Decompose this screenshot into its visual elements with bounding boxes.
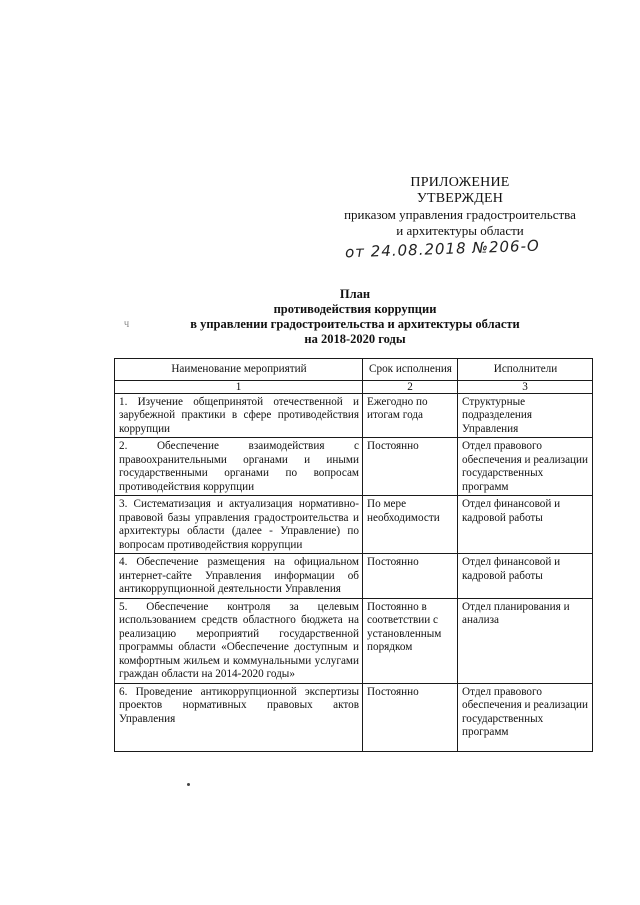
plan-subtitle-2: в управлении градостроительства и архитектуры области (190, 317, 520, 331)
activity-cell: 1. Изучение общепринятой отечественной и зарубежной практики в сфере противодействия коррупции (115, 393, 363, 438)
executor-cell: Отдел правового обеспечения и реализации государственных программ (458, 683, 593, 751)
header-executor: Исполнители (458, 359, 593, 381)
term-cell: Постоянно (363, 683, 458, 751)
activity-cell: 5. Обеспечение контроля за целевым использованием средств областного бюджета на реализацию мероприятий государственной программы области «Обеспечение доступным и комфортным жильем и коммунальными услугами граждан области на 2014-2020 годы» (115, 598, 363, 683)
approved-label: УТВЕРЖДЕН (416, 191, 504, 206)
column-number-row (115, 380, 593, 393)
order-line-1: приказом управления градостроительства (344, 207, 576, 222)
header-term: Срок исполнения (363, 359, 458, 381)
appendix-label: ПРИЛОЖЕНИЕ (410, 175, 510, 190)
table-header-row (115, 359, 593, 381)
term-cell: По мере необходимости (363, 496, 458, 554)
term-cell: Постоянно (363, 554, 458, 599)
executor-cell: Отдел финансовой и кадровой работы (458, 554, 593, 599)
header-activity: Наименование мероприятий (115, 359, 363, 381)
plan-subtitle-1: противодействия коррупции (273, 302, 437, 316)
executor-cell: Отдел правового обеспечения и реализации государственных программ (458, 438, 593, 496)
plan-table (114, 358, 593, 752)
plan-subtitle-3: на 2018-2020 годы (304, 332, 406, 346)
table-row (115, 393, 593, 438)
activity-cell: 2. Обеспечение взаимодействия с правоохранительными органами и иными государственными органами по вопросам противодействия коррупции (115, 438, 363, 496)
order-line-2: и архитектуры области (396, 223, 524, 238)
activity-cell: 4. Обеспечение размещения на официальном интернет-сайте Управления информации об антикоррупционной деятельности Управления (115, 554, 363, 599)
plan-title: План (339, 287, 371, 301)
table-row (115, 598, 593, 683)
table-row (115, 496, 593, 554)
executor-cell: Отдел финансовой и кадровой работы (458, 496, 593, 554)
scan-speck (187, 783, 190, 786)
table-row (115, 554, 593, 599)
executor-cell: Отдел планирования и анализа (458, 598, 593, 683)
table-row (115, 438, 593, 496)
plan-title-block (120, 287, 590, 347)
approval-block (330, 175, 590, 239)
term-cell: Постоянно (363, 438, 458, 496)
activity-cell: 6. Проведение антикоррупционной экспертизы проектов нормативных правовых актов Управления (115, 683, 363, 751)
table-row (115, 683, 593, 751)
handwritten-date-number: от 24.08.2018 №206-О (344, 236, 541, 262)
column-number: 1 (115, 380, 363, 393)
term-cell: Ежегодно по итогам года (363, 393, 458, 438)
column-number: 3 (458, 380, 593, 393)
column-number: 2 (363, 380, 458, 393)
activity-cell: 3. Систематизация и актуализация нормативно-правовой базы управления градостроительства и архитектуры области (далее - Управление) по вопросам противодействия коррупции (115, 496, 363, 554)
term-cell: Постоянно в соответствии с установленным порядком (363, 598, 458, 683)
margin-mark: Ч (124, 320, 130, 329)
executor-cell: Структурные подразделения Управления (458, 393, 593, 438)
